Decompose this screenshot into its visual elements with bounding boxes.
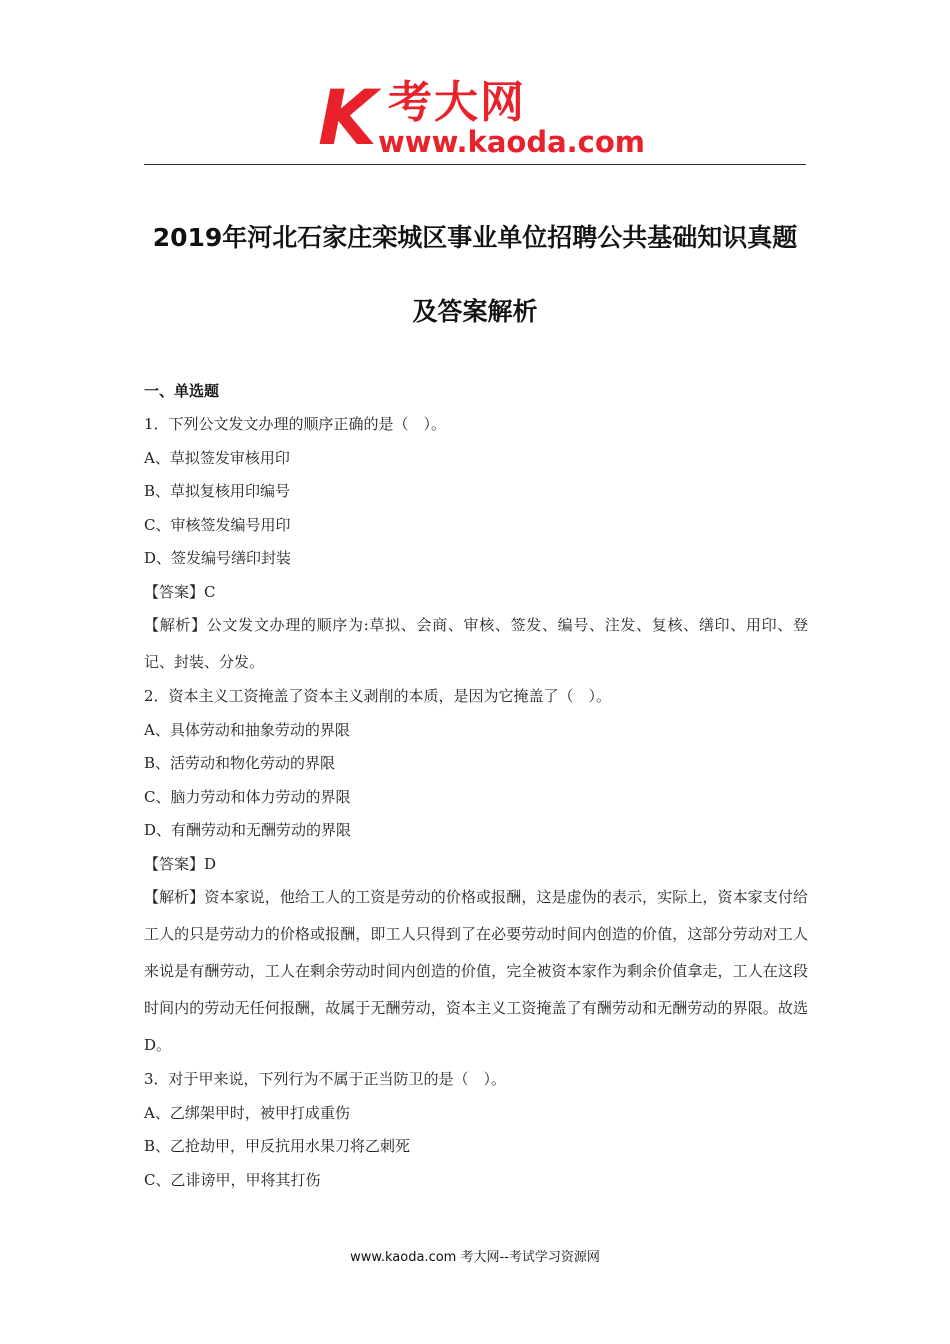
option: A、草拟签发审核用印 bbox=[144, 448, 290, 467]
question-stem: 1．下列公文发文办理的顺序正确的是（ ）。 bbox=[144, 415, 447, 433]
option: A、乙绑架甲时，被甲打成重伤 bbox=[144, 1103, 350, 1122]
logo-name: 考大网 bbox=[388, 77, 526, 128]
section-heading: 一、单选题 bbox=[144, 382, 220, 400]
option: B、活劳动和物化劳动的界限 bbox=[144, 754, 336, 772]
option: C、审核签发编号用印 bbox=[144, 515, 291, 534]
option: B、乙抢劫甲，甲反抗用水果刀将乙刺死 bbox=[144, 1137, 411, 1155]
option: C、脑力劳动和体力劳动的界限 bbox=[144, 787, 351, 806]
option: A、具体劳动和抽象劳动的界限 bbox=[144, 720, 350, 739]
question-stem: 2．资本主义工资掩盖了资本主义剥削的本质，是因为它掩盖了（ ）。 bbox=[144, 687, 612, 705]
option: B、草拟复核用印编号 bbox=[144, 482, 291, 500]
document-title-line1: 2019年河北石家庄栾城区事业单位招聘公共基础知识真题 bbox=[152, 223, 798, 252]
answer: 【答案】C bbox=[144, 582, 216, 601]
kaoda-logo bbox=[318, 73, 648, 162]
page-footer: www.kaoda.com 考大网--考试学习资源网 bbox=[350, 1250, 600, 1265]
question-stem: 3．对于甲来说，下列行为不属于正当防卫的是（ ）。 bbox=[144, 1070, 507, 1088]
option: D、签发编号缮印封装 bbox=[144, 549, 292, 567]
option: D、有酬劳动和无酬劳动的界限 bbox=[144, 821, 352, 839]
document-body bbox=[144, 380, 808, 1202]
analysis: 【解析】资本家说，他给工人的工资是劳动的价格或报酬，这是虚伪的表示，实际上，资本家支付给工人的只是劳动力的价格或报酬，即工人只得到了在必要劳动时间内创造的价值，这部分劳动对工人来说是有酬劳动，工人在剩余劳动时间内创造的价值，完全被资本家作为剩余价值拿走，工人在这段时间内的劳动无任何报酬，故属于无酬劳动，资本主义工资掩盖了有酬劳动和无酬劳动的界限。故选D。 bbox=[144, 888, 808, 1054]
answer: 【答案】D bbox=[144, 854, 217, 873]
document-title-line2: 及答案解析 bbox=[412, 297, 538, 326]
option: C、乙诽谤甲，甲将其打伤 bbox=[144, 1170, 321, 1189]
logo-url: www.kaoda.com bbox=[378, 125, 645, 159]
logo-k-mark: K bbox=[318, 73, 373, 162]
header-divider bbox=[144, 164, 806, 165]
analysis: 【解析】公文发文办理的顺序为:草拟、会商、审核、签发、编号、注发、复核、缮印、用印、登记、封装、分发。 bbox=[144, 616, 808, 671]
